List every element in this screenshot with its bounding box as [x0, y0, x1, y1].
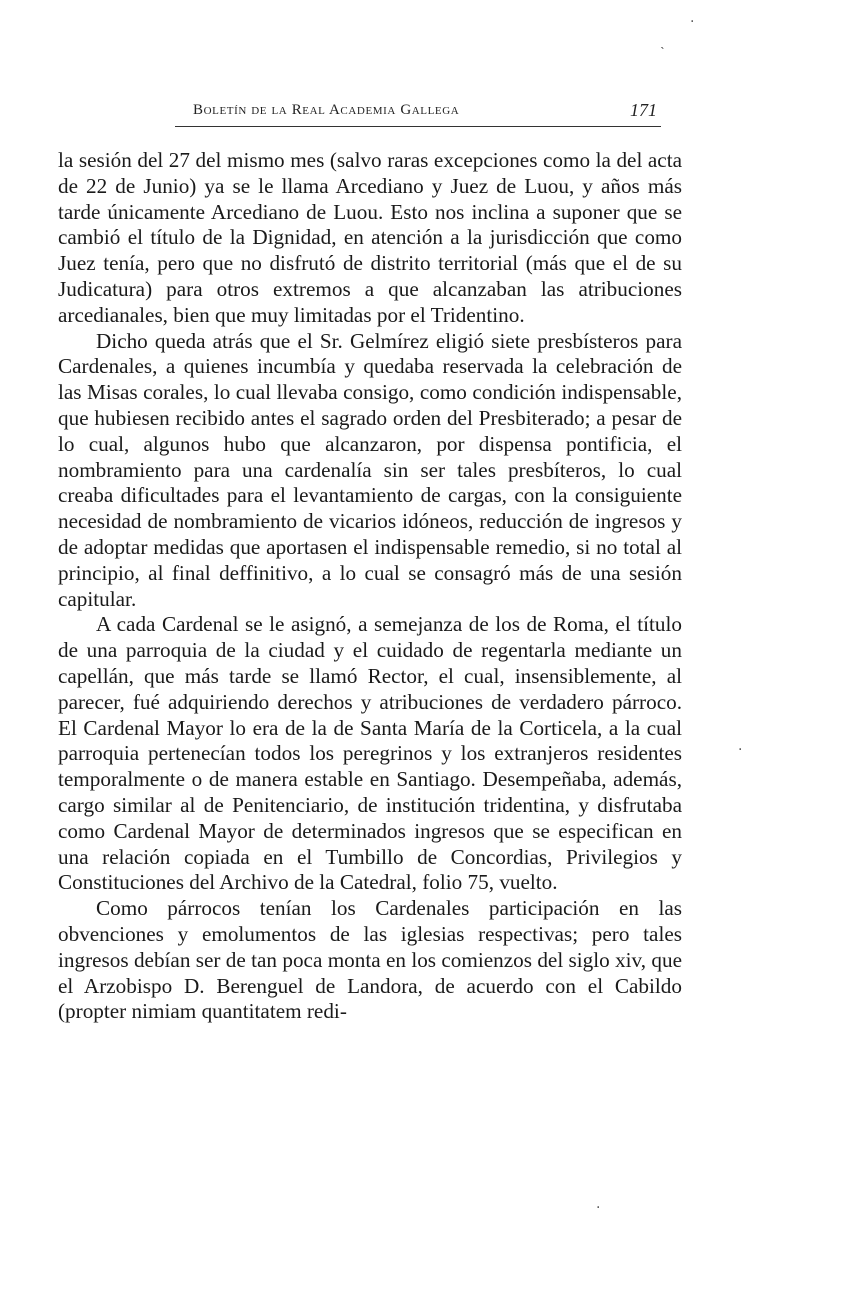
paragraph-parroquia: A cada Cardenal se le asignó, a semejanza de los de Roma, el título de una parroquia de la ciudad y el cuidado de regentarla mediante un capellán, que más tarde se llamó Rector, el cual, insensiblemente, al parecer, fué adquiriendo derechos y atribuciones de verdadero párroco. El Cardenal Mayor lo era de la de Santa María de la Corticela, a la cual parroquia pertenecían todos los peregrinos y los extranjeros residentes temporalmente o de manera estable en Santiago. Desempeñaba, además, cargo similar al de Penitenciario, de institución tridentina, y disfrutaba como Cardenal Mayor de determinados ingresos que se especifican en una relación copiada en el Tumbillo de Concordias, Privilegios y Constituciones del Archivo de la Catedral, folio 75, vuelto.: [58, 612, 682, 895]
scan-speck: ·: [690, 14, 695, 30]
paragraph-cardenales: Dicho queda atrás que el Sr. Gelmírez eligió siete presbísteros para Cardenales, a quienes incumbía y quedaba reservada la celebración de las Misas corales, lo cual llevaba consigo, como condición indispensable, que hubiesen recibido antes el sagrado orden del Presbiterado; a pesar de lo cual, algunos hubo que alcanzaron, por dispensa pontificia, el nombramiento para una cardenalía sin ser tales presbíteros, lo cual creaba dificultades para el levantamiento de cargas, con la consiguiente necesidad de nombramiento de vicarios idóneos, reducción de ingresos y de adoptar medidas que aportasen el indispensable remedio, si no total al principio, al final deffinitivo, a lo cual se consagró más de una sesión capitular.: [58, 328, 682, 611]
page-number: 171: [630, 100, 657, 120]
paragraph-continuation: la sesión del 27 del mismo mes (salvo raras excepciones como la del acta de 22 de Junio) ya se le llama Arcediano y Juez de Luou, y años más tarde únicamente Arcediano de Luou. Esto nos inclina a suponer que se cambió el título de la Dignidad, en atención a la jurisdicción que como Juez tenía, pero que no disfrutó de distrito territorial (más que el de su Judicatura) para otros extremos a que alcanzaban las atribuciones arcedianales, bien que muy limitadas por el Tridentino.: [58, 148, 682, 327]
header-rule: [175, 126, 661, 127]
running-header: [175, 100, 661, 128]
scan-speck: ·: [596, 1200, 601, 1216]
header-title: Boletín de la Real Academia Gallega: [193, 102, 460, 118]
paragraph-parrocos: Como párrocos tenían los Cardenales participación en las obvenciones y emolumentos de las iglesias respectivas; pero tales ingresos debían ser de tan poca monta en los comienzos del siglo xiv, que el Arzobispo D. Berenguel de Landora, de acuerdo con el Cabildo (propter nimiam quantitatem redi-: [58, 896, 682, 1024]
scan-speck: ˴: [660, 39, 665, 55]
body-text: [58, 148, 682, 1025]
scan-speck: ·: [738, 742, 743, 758]
